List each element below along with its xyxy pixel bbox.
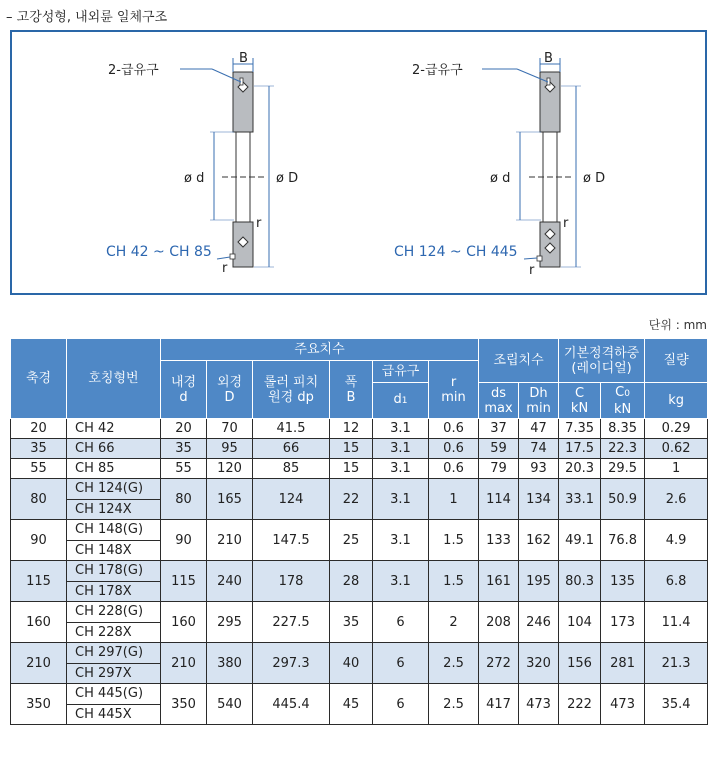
cell-d: 295 <box>207 602 253 643</box>
cell-c: 33.1 <box>559 479 601 520</box>
cell-r: 2 <box>429 602 479 643</box>
header-c-line1: C <box>575 385 585 401</box>
header-feed-d1 <box>373 383 429 419</box>
cell-shaft: 115 <box>11 561 67 602</box>
cell-dp: 124 <box>253 479 330 520</box>
cell-r: 0.6 <box>429 439 479 459</box>
table-row <box>11 520 708 541</box>
header-width-line1: 폭 <box>344 374 358 390</box>
right-bearing-drawing <box>482 58 581 267</box>
header-r-line1: r <box>450 374 457 390</box>
cell-c: 49.1 <box>559 520 601 561</box>
cell-dp: 445.4 <box>253 684 330 725</box>
cell-kg: 11.4 <box>645 602 708 643</box>
cell-dh: 473 <box>519 684 559 725</box>
cell-d: 350 <box>161 684 207 725</box>
table-row <box>11 561 708 582</box>
spec-table <box>10 338 708 725</box>
right-r-bottom-label: r <box>529 263 535 278</box>
cell-b: 45 <box>330 684 373 725</box>
cell-dh: 195 <box>519 561 559 602</box>
cell-d: 240 <box>207 561 253 602</box>
cell-r: 0.6 <box>429 419 479 439</box>
cell-dh: 320 <box>519 643 559 684</box>
cell-d: 95 <box>207 439 253 459</box>
table-row <box>11 684 708 705</box>
cell-b: 35 <box>330 602 373 643</box>
bearing-diagram-panel <box>10 30 707 295</box>
right-range-label: CH 124 ~ CH 445 <box>394 244 518 260</box>
cell-c0: 135 <box>601 561 645 602</box>
cell-dh: 47 <box>519 419 559 439</box>
cell-kg: 1 <box>645 459 708 479</box>
left-outer-label: ø D <box>276 171 299 186</box>
right-outer-label: ø D <box>583 171 606 186</box>
cell-ds: 37 <box>479 419 519 439</box>
cell-d: 20 <box>161 419 207 439</box>
cell-kg: 2.6 <box>645 479 708 520</box>
cell-c: 104 <box>559 602 601 643</box>
header-main-dims: 주요치수 <box>161 339 479 361</box>
left-feed-hole-label: 2-급유구 <box>108 63 159 78</box>
header-assembly: 조립치수 <box>479 339 559 383</box>
cell-model: CH 228X <box>67 622 161 643</box>
left-r-top-label: r <box>256 216 262 231</box>
header-outer-line1: 외경 <box>216 374 243 390</box>
section-heading: – 고강성형, 내외륜 일체구조 <box>6 10 168 25</box>
cell-b: 15 <box>330 439 373 459</box>
cell-b: 12 <box>330 419 373 439</box>
table-row <box>11 479 708 500</box>
cell-d1: 6 <box>373 684 429 725</box>
cell-d1: 3.1 <box>373 561 429 602</box>
cell-shaft: 55 <box>11 459 67 479</box>
cell-kg: 4.9 <box>645 520 708 561</box>
table-row <box>11 459 708 479</box>
cell-ds: 133 <box>479 520 519 561</box>
cell-c0: 8.35 <box>601 419 645 439</box>
cell-b: 25 <box>330 520 373 561</box>
cell-model: CH 297(G) <box>67 643 161 664</box>
header-ds-line2: max <box>484 400 513 416</box>
header-ds-line1: ds <box>491 385 507 401</box>
cell-model: CH 228(G) <box>67 602 161 623</box>
header-c0-unit: kN <box>613 401 632 417</box>
right-r-top-label: r <box>563 216 569 231</box>
cell-c0: 173 <box>601 602 645 643</box>
header-outer-line2: D <box>224 389 235 405</box>
cell-shaft: 350 <box>11 684 67 725</box>
cell-dh: 162 <box>519 520 559 561</box>
cell-d1: 6 <box>373 602 429 643</box>
cell-model: CH 148X <box>67 540 161 561</box>
header-model: 호칭형번 <box>67 339 161 419</box>
cell-b: 28 <box>330 561 373 602</box>
cell-kg: 21.3 <box>645 643 708 684</box>
right-feed-hole-label: 2-급유구 <box>412 63 463 78</box>
cell-d: 165 <box>207 479 253 520</box>
cell-d: 160 <box>161 602 207 643</box>
cell-ds: 272 <box>479 643 519 684</box>
header-c0 <box>601 383 645 419</box>
cell-d: 70 <box>207 419 253 439</box>
cell-model: CH 297X <box>67 663 161 684</box>
header-c0-line1 <box>601 385 644 402</box>
cell-c: 80.3 <box>559 561 601 602</box>
cell-shaft: 160 <box>11 602 67 643</box>
header-feed-d-sub: 1 <box>401 396 408 406</box>
cell-d: 80 <box>161 479 207 520</box>
cell-c: 20.3 <box>559 459 601 479</box>
cell-dp: 41.5 <box>253 419 330 439</box>
cell-dh: 246 <box>519 602 559 643</box>
cell-c: 17.5 <box>559 439 601 459</box>
cell-dp: 85 <box>253 459 330 479</box>
cell-shaft: 35 <box>11 439 67 459</box>
header-outer <box>207 361 253 419</box>
header-width-line2: B <box>346 389 356 405</box>
cell-kg: 6.8 <box>645 561 708 602</box>
left-range-label: CH 42 ~ CH 85 <box>106 244 212 260</box>
header-mass-unit: kg <box>645 383 708 419</box>
cell-dh: 134 <box>519 479 559 520</box>
cell-ds: 417 <box>479 684 519 725</box>
header-c-line2: kN <box>570 400 589 416</box>
table-row <box>11 602 708 623</box>
cell-c: 7.35 <box>559 419 601 439</box>
cell-d: 540 <box>207 684 253 725</box>
header-c0-c: C <box>615 384 625 400</box>
cell-dp: 227.5 <box>253 602 330 643</box>
cell-model: CH 445X <box>67 704 161 725</box>
header-load-line1: 기본정격하중 <box>563 345 640 361</box>
cell-r: 1.5 <box>429 520 479 561</box>
header-load <box>559 339 645 383</box>
cell-shaft: 90 <box>11 520 67 561</box>
cell-dp: 147.5 <box>253 520 330 561</box>
cell-model: CH 124(G) <box>67 479 161 500</box>
cell-d1: 3.1 <box>373 479 429 520</box>
table-row <box>11 643 708 664</box>
cell-d: 210 <box>161 643 207 684</box>
cell-c0: 29.5 <box>601 459 645 479</box>
cell-dh: 93 <box>519 459 559 479</box>
cell-c0: 22.3 <box>601 439 645 459</box>
header-load-line2: (레이디얼) <box>571 360 632 376</box>
header-dh-line2: min <box>526 400 551 416</box>
cell-dh: 74 <box>519 439 559 459</box>
cell-d: 210 <box>207 520 253 561</box>
cell-ds: 114 <box>479 479 519 520</box>
header-pitch-line1: 롤러 피치 <box>263 374 319 390</box>
cell-d: 120 <box>207 459 253 479</box>
spec-table-body <box>11 419 708 725</box>
header-ds <box>479 383 519 419</box>
cell-d1: 3.1 <box>373 520 429 561</box>
header-dh-line1: Dh <box>529 385 548 401</box>
cell-ds: 79 <box>479 459 519 479</box>
cell-model: CH 66 <box>67 439 161 459</box>
cell-b: 40 <box>330 643 373 684</box>
cell-ds: 59 <box>479 439 519 459</box>
cell-r: 1 <box>429 479 479 520</box>
cell-c0: 76.8 <box>601 520 645 561</box>
cell-ds: 208 <box>479 602 519 643</box>
left-width-label: B <box>239 51 248 66</box>
cell-model: CH 178X <box>67 581 161 602</box>
cell-d: 115 <box>161 561 207 602</box>
header-dh <box>519 383 559 419</box>
header-pitch-line2: 원경 dp <box>268 389 314 405</box>
cell-r: 1.5 <box>429 561 479 602</box>
cell-dp: 297.3 <box>253 643 330 684</box>
cell-model: CH 178(G) <box>67 561 161 582</box>
right-width-label: B <box>544 51 553 66</box>
cell-dp: 66 <box>253 439 330 459</box>
cell-c0: 50.9 <box>601 479 645 520</box>
bearing-cross-section-drawings <box>12 32 705 293</box>
cell-d1: 3.1 <box>373 459 429 479</box>
cell-shaft: 80 <box>11 479 67 520</box>
table-row <box>11 439 708 459</box>
cell-r: 2.5 <box>429 643 479 684</box>
header-width <box>330 361 373 419</box>
cell-b: 22 <box>330 479 373 520</box>
header-bore-line2: d <box>179 389 188 405</box>
header-c0-sub: 0 <box>624 388 630 399</box>
left-bore-label: ø d <box>184 171 205 186</box>
header-mass: 질량 <box>645 339 708 383</box>
cell-r: 0.6 <box>429 459 479 479</box>
cell-c: 222 <box>559 684 601 725</box>
header-feed-d: d <box>393 392 402 407</box>
header-bore-line1: 내경 <box>170 374 197 390</box>
cell-d: 90 <box>161 520 207 561</box>
cell-c: 156 <box>559 643 601 684</box>
cell-d: 380 <box>207 643 253 684</box>
header-r <box>429 361 479 419</box>
cell-d: 35 <box>161 439 207 459</box>
unit-label: 단위 : mm <box>648 318 707 332</box>
cell-c0: 473 <box>601 684 645 725</box>
table-row <box>11 419 708 439</box>
cell-shaft: 210 <box>11 643 67 684</box>
cell-model: CH 85 <box>67 459 161 479</box>
cell-model: CH 42 <box>67 419 161 439</box>
header-shaft: 축경 <box>11 339 67 419</box>
cell-d1: 3.1 <box>373 419 429 439</box>
header-c <box>559 383 601 419</box>
header-pitch <box>253 361 330 419</box>
cell-kg: 35.4 <box>645 684 708 725</box>
cell-d: 55 <box>161 459 207 479</box>
header-feed: 급유구 <box>373 361 429 383</box>
cell-dp: 178 <box>253 561 330 602</box>
cell-model: CH 445(G) <box>67 684 161 705</box>
cell-r: 2.5 <box>429 684 479 725</box>
cell-model: CH 148(G) <box>67 520 161 541</box>
cell-kg: 0.62 <box>645 439 708 459</box>
cell-b: 15 <box>330 459 373 479</box>
cell-ds: 161 <box>479 561 519 602</box>
left-bearing-drawing <box>180 58 274 267</box>
cell-shaft: 20 <box>11 419 67 439</box>
left-r-bottom-label: r <box>222 261 228 276</box>
cell-d1: 6 <box>373 643 429 684</box>
header-r-line2: min <box>441 389 466 405</box>
cell-model: CH 124X <box>67 499 161 520</box>
cell-kg: 0.29 <box>645 419 708 439</box>
cell-c0: 281 <box>601 643 645 684</box>
header-bore <box>161 361 207 419</box>
right-bore-label: ø d <box>490 171 511 186</box>
cell-d1: 3.1 <box>373 439 429 459</box>
